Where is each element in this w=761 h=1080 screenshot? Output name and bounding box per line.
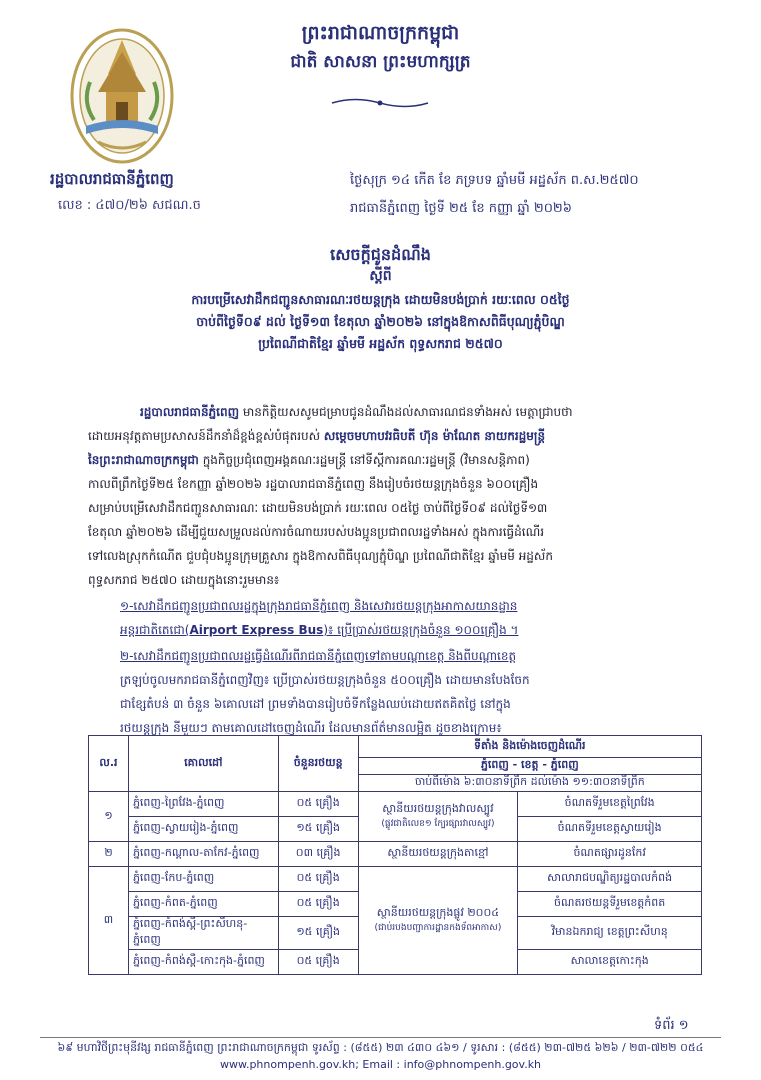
table-row: ភ្នំពេញ-ស្វាយរៀង-ភ្នំពេញ ១៥ គ្រឿង ចំណតទីរួមខេត្តស្វាយរៀង — [89, 817, 702, 842]
table-row: ភ្នំពេញ-កំពង់ស្ពឺ-កោះកុង-ភ្នំពេញ ០៥ គ្រឿង សាលាខេត្តកោះកុង — [89, 950, 702, 975]
issuing-office: រដ្ឋបាលរាជធានីភ្នំពេញ — [50, 170, 174, 188]
page-number: ទំព័រ ១ — [654, 1018, 689, 1033]
document-type-title: សេចក្ដីជូនដំណឹង — [330, 245, 431, 264]
reference-number: លេខ : ៤៧០/២៦ សជណ.ច — [58, 198, 201, 213]
paragraph-line: សម្រាប់បម្រើសេវាដឹកជញ្ជូនសាធារណៈ ដោយមិនបង់ប្រាក់ រយៈពេល ០៥ថ្ងៃ ចាប់ពីថ្ងៃទី០៩ ដល់ថ្ងៃទី១៣ — [88, 501, 548, 515]
subject-line-1: ការបម្រើសេវាដឹកជញ្ជូនសាធារណៈរថយន្តក្រុង ដោយមិនបង់ប្រាក់ រយៈពេល ០៥ថ្ងៃ — [191, 292, 570, 307]
paragraph-line: ខែតុលា ឆ្នាំ២០២៦ ដើម្បីជួយសម្រួលដល់ការចំណាយរបស់បងប្អូនប្រជាពលរដ្ឋទាំងអស់ ក្នុងការធ្វើដំណើរ — [88, 525, 545, 539]
col-header-no: ល.រ — [89, 736, 129, 792]
col-header-stations: ទីតាំង និងម៉ោងចេញដំណើរ — [358, 736, 701, 758]
paragraph-line: ដោយអនុវត្តតាមប្រសាសន៍ដឹកនាំដ៏ខ្ពង់ខ្ពស់បំផុតរបស់ សម្ដេចមហាបវរធិបតី ហ៊ុន ម៉ាណែត នាយករដ្ឋមន្ត្រី — [88, 429, 546, 443]
airport-express-bus: Airport Express Bus — [189, 623, 324, 637]
subject-label: ស្ដីពី — [369, 268, 392, 284]
footer-address: ៦៩ មហាវិថីព្រះមុនីវង្ស រាជធានីភ្នំពេញ ព្រះរាជាណាចក្រកម្ពុជា ទូរស័ព្ទ : (៨៥៥) ២៣ ៤៣០ ៤៦១ / ទូរសារ : (៨៥៥) ២៣-៧២៥ ៦២៦ / ២៣-៧២២ ០៥៤ — [57, 1041, 704, 1054]
lunar-date: ថ្ងៃសុក្រ ១៤ កើត ខែ ភទ្របទ ឆ្នាំមមី អដ្ឋស័ក ព.ស.២៥៧០ — [350, 173, 639, 188]
paragraph-line: ទៅលេងស្រុកកំណើត ជួបជុំបងប្អូនក្រុមគ្រួសារ ក្នុងឱកាសពិធីបុណ្យភ្ជុំបិណ្ឌ ប្រពៃណីជាតិខ្មែរ ឆ្នាំមមី អដ្ឋស័ក — [88, 549, 553, 563]
paragraph-line: នៃព្រះរាជាណាចក្រកម្ពុជា ក្នុងកិច្ចប្រជុំពេញអង្គគណៈរដ្ឋមន្ត្រី នៅទីស្ដីការគណៈរដ្ឋមន្ត្រី (វិមានសន្តិភាព) — [88, 453, 530, 467]
footer-divider — [40, 1037, 721, 1038]
prime-minister-name: សម្ដេចមហាបវរធិបតី ហ៊ុន ម៉ាណែត នាយករដ្ឋមន្ត្រី — [323, 429, 546, 443]
table-row: ៣ ភ្នំពេញ-កែប-ភ្នំពេញ ០៥ គ្រឿង ស្ថានីយរថយន្តក្រុងផ្លូវ ២០០៤ (ជាប់របងបញ្ជាការដ្ឋានកងទ័ពអាកាស) សាលារាជបណ្ឌិត្យរដ្ឋបាលកំពង់ — [89, 867, 702, 892]
subject-line-2: ចាប់ពីថ្ងៃទី០៩ ដល់ ថ្ងៃទី១៣ ខែតុលា ឆ្នាំ២០២៦ នៅក្នុងឱកាសពិធីបុណ្យភ្ជុំបិណ្ឌ — [196, 314, 565, 329]
subject-line-3: ប្រពៃណីជាតិខ្មែរ ឆ្នាំមមី អដ្ឋស័ក ពុទ្ធសករាជ ២៥៧០ — [258, 336, 503, 351]
kingdom-name: ព្រះរាជាណាចក្រកម្ពុជា — [301, 22, 460, 44]
phnom-penh-emblem-logo — [68, 22, 176, 164]
table-row: ២ ភ្នំពេញ-កណ្ដាល-តាកែវ-ភ្នំពេញ ០៣ គ្រឿង ស្ថានីយរថយន្តក្រុងតាខ្មៅ ចំណតផ្សារដូនកែវ — [89, 842, 702, 867]
time-header: ចាប់ពីម៉ោង ៦:៣០នាទីព្រឹក ដល់ម៉ោង ១១:៣០នាទីព្រឹក — [358, 775, 701, 792]
service-item-1-cont: អន្តរជាតិតេជោ(Airport Express Bus)៖ ប្រើប្រាស់រថយន្តក្រុងចំនួន ១០០គ្រឿង ។ — [120, 623, 519, 637]
footer-contact-link[interactable]: www.phnompenh.gov.kh; Email : info@phnompenh.gov.kh — [219, 1058, 542, 1071]
col-header-route: គោលដៅ — [128, 736, 278, 792]
paragraph-line: ពុទ្ធសករាជ ២៥៧០ ដោយក្នុងនោះរួមមាន៖ — [88, 573, 280, 587]
service-item-2: ២-សេវាដឹកជញ្ជូនប្រជាពលរដ្ឋធ្វើដំណើរពីរាជធានីភ្នំពេញទៅតាមបណ្ដាខេត្ត និងពីបណ្ដាខេត្ត — [120, 649, 517, 663]
ornament-divider — [330, 96, 430, 110]
table-row: ភ្នំពេញ-កំពត-ភ្នំពេញ ០៥ គ្រឿង ចំណតរថយន្តទីរួមខេត្តកំពត — [89, 892, 702, 917]
org-name-bold: រដ្ឋបាលរាជធានីភ្នំពេញ — [140, 405, 240, 419]
national-motto: ជាតិ សាសនា ព្រះមហាក្សត្រ — [290, 52, 471, 72]
table-row: ១ ភ្នំពេញ-ព្រៃវែង-ភ្នំពេញ ០៥ គ្រឿង ស្ថានីយរថយន្តក្រុងវាលស្បូវ (ផ្លូវជាតិលេខ១ ក្បែរផ្សារវាលស្បូវ) ចំណតទីរួមខេត្តព្រៃវែង — [89, 792, 702, 817]
service-item-2-cont: ត្រឡប់ចូលមករាជធានីភ្នំពេញវិញ៖ ប្រើប្រាស់រថយន្តក្រុងចំនួន ៥០០គ្រឿង ដោយមានបែងចែក — [120, 673, 530, 687]
bus-schedule-table — [88, 735, 702, 975]
service-item-2-cont: ជាខ្សែតំបន់ ៣ ចំនួន ៦គោលដៅ ព្រមទាំងបានរៀបចំទីកន្លែងឈប់ដោយឥតគិតថ្លៃ នៅក្នុង — [120, 697, 511, 711]
paragraph-line: កាលពីព្រឹកថ្ងៃទី២៥ ខែកញ្ញា ឆ្នាំ២០២៦ រដ្ឋបាលរាជធានីភ្នំពេញ នឹងរៀបចំរថយន្តក្រុងចំនួន ៦០០គ្រឿង — [88, 477, 539, 491]
service-item-1: ១-សេវាដឹកជញ្ជូនប្រជាពលរដ្ឋក្នុងក្រុងរាជធានីភ្នំពេញ និងសេវារថយន្តក្រុងអាកាសយានដ្ឋាន — [120, 599, 518, 613]
solar-date: រាជធានីភ្នំពេញ ថ្ងៃទី ២៥ ខែ កញ្ញា ឆ្នាំ ២០២៦ — [350, 201, 572, 216]
service-item-2-cont: រថយន្តក្រុង នីមួយៗ តាមគោលដៅចេញដំណើរ ដែលមានព័ត៌មានលម្អិត ដូចខាងក្រោម៖ — [120, 721, 502, 735]
col-header-buses: ចំនួនរថយន្ត — [278, 736, 358, 792]
paragraph-line: រដ្ឋបាលរាជធានីភ្នំពេញ មានកិត្តិយសសូមជម្រាបជូនដំណឹងដល់សាធារណជនទាំងអស់ មេត្តាជ្រាបថា — [140, 405, 573, 419]
table-row: ភ្នំពេញ-កំពង់ស្ពឺ-ព្រះសីហនុ-ភ្នំពេញ ១៥ គ្រឿង វិមានឯករាជ្យ ខេត្តព្រះសីហនុ — [89, 917, 702, 950]
direction-header: ភ្នំពេញ - ខេត្ត - ភ្នំពេញ — [358, 758, 701, 775]
